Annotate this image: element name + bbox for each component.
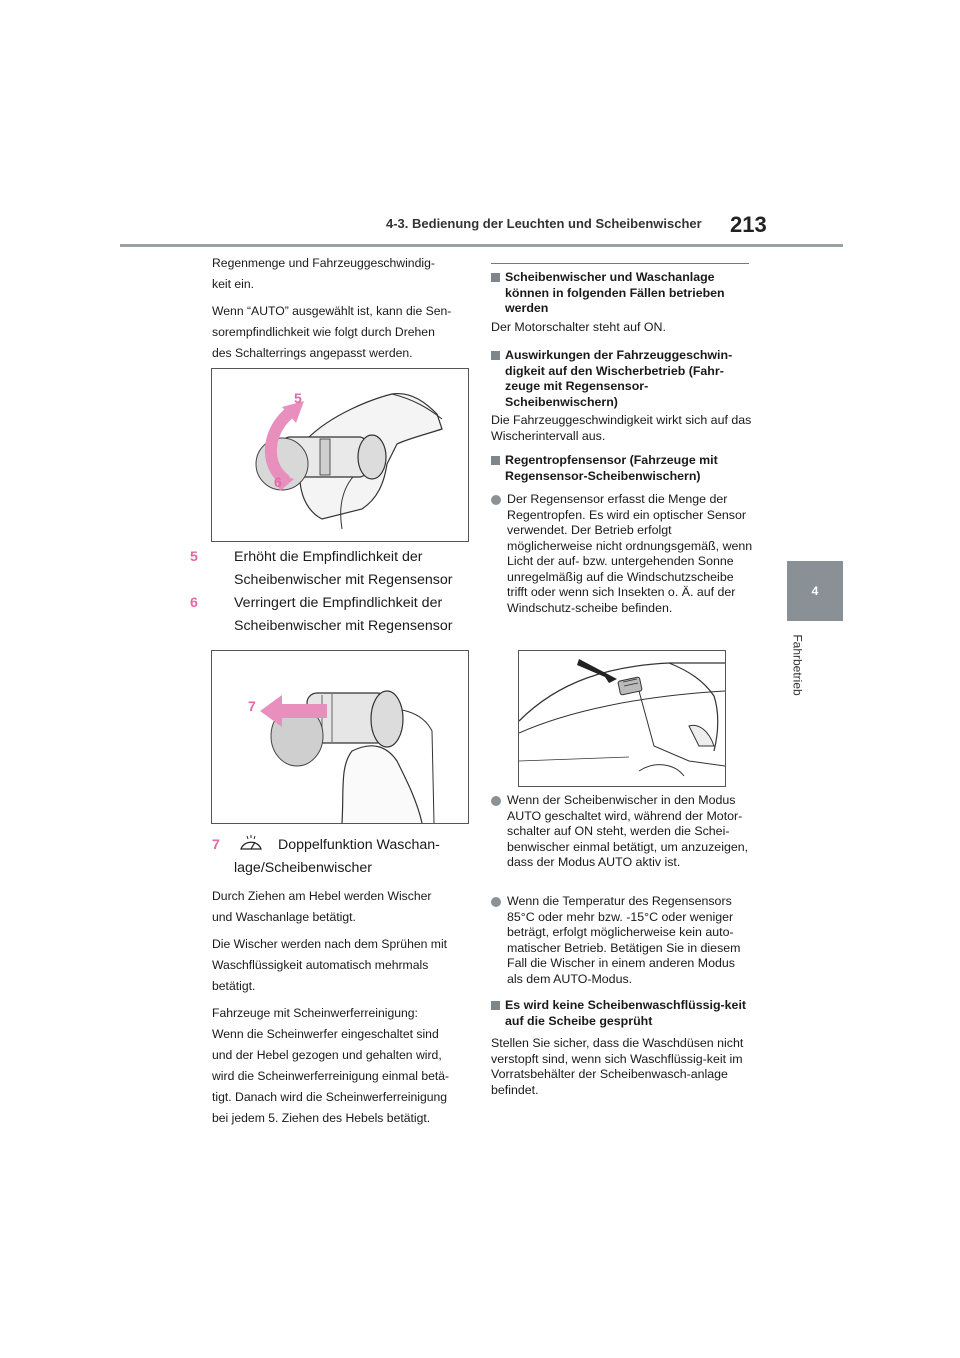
section-title: 4-3. Bedienung der Leuchten und Scheibenwischer [386, 216, 702, 231]
left-intro [212, 253, 470, 370]
body-line: tigt. Danach wird die Scheinwerferreinigung [212, 1090, 448, 1104]
chapter-label [778, 620, 818, 710]
step-text: Doppelfunktion Waschan- [277, 837, 440, 853]
paragraph: Stellen Sie sicher, dass die Waschdüsen nicht verstopft sind, wenn sich Waschflüssig-keit im Vorratsbehälter der Scheibenwasch-anlage befindet. [491, 1036, 744, 1097]
body-line: und Waschanlage betätigt. [212, 910, 356, 924]
auto-line: des Schalterrings angepasst werden. [212, 346, 413, 360]
auto-line: sorempfindlichkeit wie folgt durch Drehen [212, 325, 435, 339]
step-number: 5 [190, 549, 198, 565]
figure-label-6: 6 [274, 474, 282, 490]
bullet-icon [491, 495, 501, 505]
body-line: und der Hebel gezogen und gehalten wird, [212, 1048, 442, 1062]
figure-pull-lever [211, 650, 469, 824]
pull-lever-illustration [212, 651, 468, 823]
step-text: Erhöht die Empfindlichkeit der Scheibenwischer mit Regensensor [234, 549, 453, 588]
step-7 [212, 834, 472, 857]
heading-no-washer-fluid: Es wird keine Scheibenwaschflüssig-keit auf die Scheibe gesprüht [491, 998, 753, 1029]
intro-line: keit ein. [212, 277, 255, 291]
left-lower-text [212, 886, 470, 1129]
section-marker-icon [491, 351, 500, 360]
body-line: Durch Ziehen am Hebel werden Wischer [212, 889, 432, 903]
body-line: Wenn die Scheinwerfer eingeschaltet sind [212, 1027, 439, 1041]
figure-windshield-sensor [518, 650, 726, 787]
heading-speed-effects: Auswirkungen der Fahrzeuggeschwin-digkeit auf den Wischerbetrieb (Fahr-zeuge mit Regensensor-Scheibenwischern) [491, 348, 753, 410]
figure-label-5: 5 [294, 390, 302, 406]
auto-line: Wenn “AUTO” ausgewählt ist, kann die Sen- [212, 304, 452, 318]
step-5 [190, 546, 472, 592]
section-marker-icon [491, 1001, 500, 1010]
chapter-label-text: Fahrbetrieb [791, 634, 805, 696]
step-text: lage/Scheibenwischer [234, 860, 373, 876]
figure-label-7: 7 [248, 698, 256, 714]
step-6 [190, 592, 472, 638]
section-marker-icon [491, 456, 500, 465]
body-line: Fahrzeuge mit Scheinwerferreinigung: [212, 1006, 418, 1020]
body-line: betätigt. [212, 979, 256, 993]
body-line: bei jedem 5. Ziehen des Hebels betätigt. [212, 1111, 431, 1125]
bullet-icon [491, 897, 501, 907]
paragraph: Der Motorschalter steht auf ON. [491, 320, 666, 334]
heading-raindrop-sensor: Regentropfensensor (Fahrzeuge mit Regensensor-Scheibenwischern) [491, 453, 753, 484]
figure-lever-ring [211, 368, 469, 542]
body-line: Die Wischer werden nach dem Sprühen mit [212, 937, 448, 951]
bullet-item: Wenn die Temperatur des Regensensors 85°C oder mehr bzw. -15°C oder weniger beträgt, erfolgt möglicherweise kein auto-matischer Betrieb. Betätigen Sie in diesem Fall die Wischer in einem anderen Modus als dem AUTO-Modus. [491, 894, 753, 987]
windshield-illustration [519, 651, 725, 786]
intro-line: Regenmenge und Fahrzeuggeschwindig- [212, 256, 435, 270]
section-divider [491, 263, 749, 264]
washer-icon [238, 834, 264, 852]
step-number: 7 [212, 837, 220, 853]
heading-operation-conditions: Scheibenwischer und Waschanlage können in folgenden Fällen betrieben werden [491, 270, 753, 317]
body-line: Waschflüssigkeit automatisch mehrmals [212, 958, 429, 972]
step-number: 6 [190, 595, 198, 611]
chapter-tab[interactable]: 4 [787, 561, 843, 621]
paragraph: Die Fahrzeuggeschwindigkeit wirkt sich auf das Wischerintervall aus. [491, 413, 752, 443]
header-divider [120, 244, 843, 247]
body-line: wird die Scheinwerferreinigung einmal betä- [212, 1069, 450, 1083]
bullet-item: Wenn der Scheibenwischer in den Modus AUTO geschaltet wird, während der Motor-schalter auf ON steht, werden die Schei-benwischer einmal betätigt, um anzuzeigen, dass der Modus AUTO aktiv ist. [491, 793, 753, 871]
page-number: 213 [730, 212, 767, 237]
section-marker-icon [491, 273, 500, 282]
step-7-continued [212, 857, 472, 880]
bullet-icon [491, 796, 501, 806]
step-text: Verringert die Empfindlichkeit der Scheibenwischer mit Regensensor [234, 595, 453, 634]
bullet-item: Der Regensensor erfasst die Menge der Regentropfen. Es wird ein optischer Sensor verwendet. Der Betrieb erfolgt möglicherweise nicht ordnungsgemäß, wenn Licht der auf- bzw. untergehenden Sonne unregelmäßig auf die Windschutzscheibe trifft oder wenn sich Insekten o. Ä. auf der Windschutz-scheibe befinden. [491, 492, 753, 616]
lever-ring-illustration [212, 369, 468, 541]
